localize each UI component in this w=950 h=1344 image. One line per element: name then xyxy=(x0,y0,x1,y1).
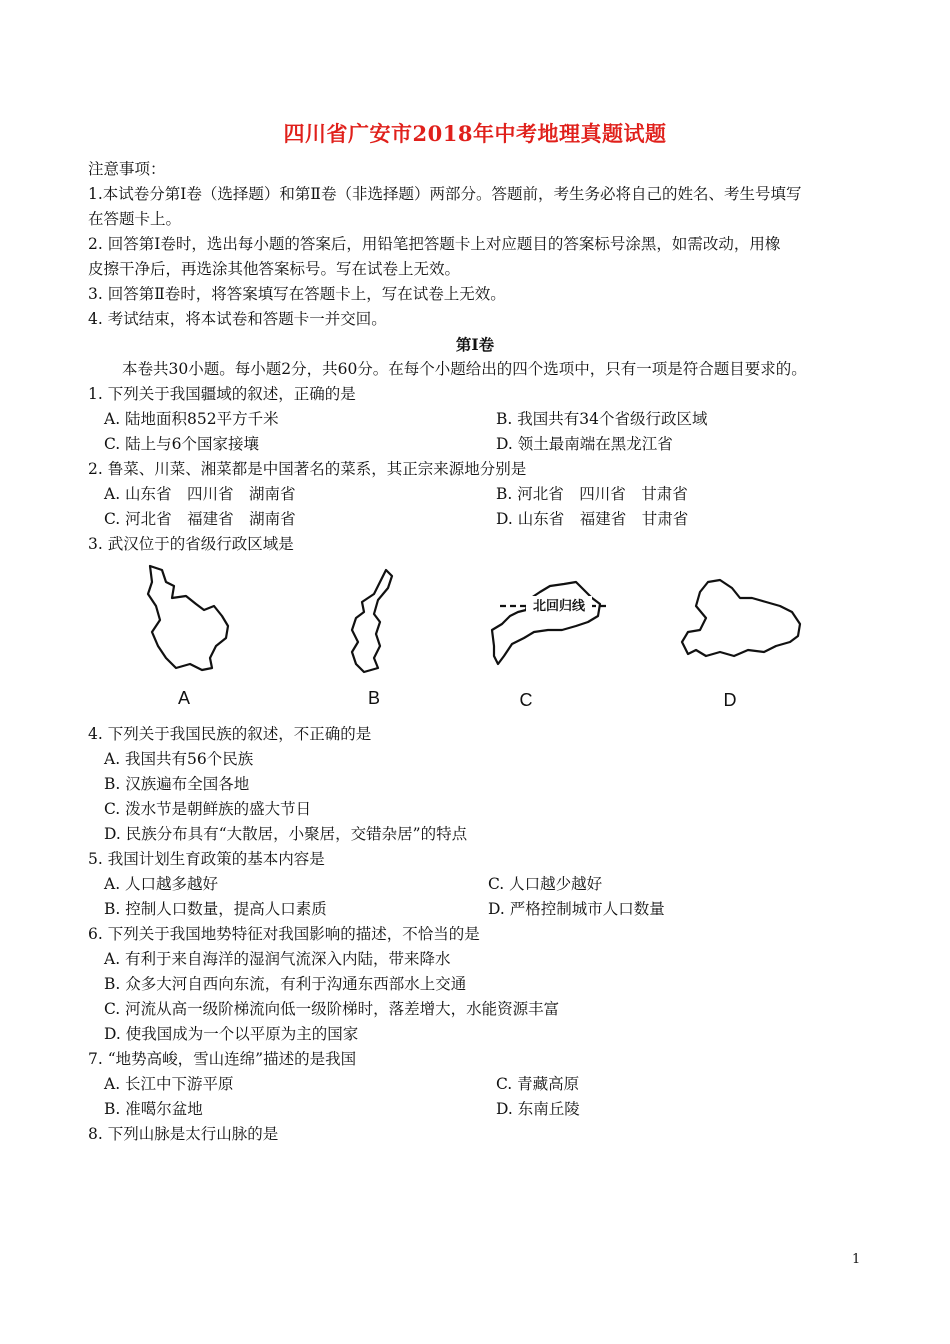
map-a-label: A xyxy=(177,688,191,708)
section-intro: 本卷共30小题。每小题2分，共60分。在每个小题给出的四个选项中，只有一项是符合题目要求的。 xyxy=(122,360,807,378)
q6-option-b: B. 众多大河自西向东流，有利于沟通东西部水上交通 xyxy=(104,975,467,993)
q5-option-a: A. 人口越多越好 xyxy=(104,875,219,893)
q7-stem: 7. “地势高峻，雪山连绵”描述的是我国 xyxy=(88,1050,357,1068)
q1-option-d: D. 领土最南端在黑龙江省 xyxy=(496,435,673,453)
tropic-label: 北回归线 xyxy=(532,599,586,614)
q7-option-b: B. 准噶尔盆地 xyxy=(104,1100,203,1118)
map-d-shape xyxy=(682,580,800,656)
q7-option-a: A. 长江中下游平原 xyxy=(104,1075,234,1093)
notice-item-1-cont: 在答题卡上。 xyxy=(88,210,182,228)
q2-option-a: A. 山东省 四川省 湖南省 xyxy=(104,485,296,503)
map-c-shape xyxy=(492,582,600,664)
map-a-shape xyxy=(148,566,228,670)
q2-stem: 2. 鲁菜、川菜、湘菜都是中国著名的菜系，其正宗来源地分别是 xyxy=(88,460,527,478)
notice-item-4: 4. 考试结束，将本试卷和答题卡一并交回。 xyxy=(88,310,387,328)
q4-option-c: C. 泼水节是朝鲜族的盛大节日 xyxy=(104,800,312,818)
q6-option-c: C. 河流从高一级阶梯流向低一级阶梯时，落差增大，水能资源丰富 xyxy=(104,1000,560,1018)
q6-option-d: D. 使我国成为一个以平原为主的国家 xyxy=(104,1025,359,1043)
map-b-shape xyxy=(352,570,392,672)
notice-item-2: 2. 回答第Ⅰ卷时，选出每小题的答案后，用铅笔把答题卡上对应题目的答案标号涂黑，如需改动，用橡 xyxy=(88,235,781,253)
notice-item-1: 1.本试卷分第Ⅰ卷（选择题）和第Ⅱ卷（非选择题）两部分。答题前，考生务必将自己的姓名、考生号填写 xyxy=(88,185,802,203)
q7-option-d: D. 东南丘陵 xyxy=(496,1100,580,1118)
q2-option-b: B. 河北省 四川省 甘肃省 xyxy=(496,485,688,503)
notice-item-2-cont: 皮擦干净后，再选涂其他答案标号。写在试卷上无效。 xyxy=(88,260,461,278)
q4-stem: 4. 下列关于我国民族的叙述，不正确的是 xyxy=(88,725,372,743)
q1-stem: 1. 下列关于我国疆域的叙述，正确的是 xyxy=(88,385,356,403)
page-title: 四川省广安市2018年中考地理真题试题 xyxy=(283,121,667,146)
page-number: 1 xyxy=(852,1252,861,1267)
q3-stem: 3. 武汉位于的省级行政区域是 xyxy=(88,535,294,553)
notice-item-3: 3. 回答第Ⅱ卷时，将答案填写在答题卡上，写在试卷上无效。 xyxy=(88,285,506,303)
q1-option-c: C. 陆上与6个国家接壤 xyxy=(104,435,260,453)
q5-option-d: D. 严格控制城市人口数量 xyxy=(488,900,665,918)
q5-stem: 5. 我国计划生育政策的基本内容是 xyxy=(88,850,325,868)
province-maps xyxy=(130,560,830,710)
q6-stem: 6. 下列关于我国地势特征对我国影响的描述，不恰当的是 xyxy=(88,925,480,943)
section-title: 第Ⅰ卷 xyxy=(455,335,495,354)
q6-option-a: A. 有利于来自海洋的湿润气流深入内陆，带来降水 xyxy=(104,950,451,968)
q5-option-c: C. 人口越少越好 xyxy=(488,875,603,893)
q2-option-c: C. 河北省 福建省 湖南省 xyxy=(104,510,296,528)
q4-option-d: D. 民族分布具有“大散居，小聚居，交错杂居”的特点 xyxy=(104,825,468,843)
map-b-label: B xyxy=(367,688,381,708)
q1-option-b: B. 我国共有34个省级行政区域 xyxy=(496,410,708,428)
q1-option-a: A. 陆地面积852平方千米 xyxy=(104,410,279,428)
q7-option-c: C. 青藏高原 xyxy=(496,1075,580,1093)
map-c-label: C xyxy=(519,690,533,710)
q2-option-d: D. 山东省 福建省 甘肃省 xyxy=(496,510,689,528)
notice-heading: 注意事项： xyxy=(88,160,166,178)
q8-stem: 8. 下列山脉是太行山脉的是 xyxy=(88,1125,279,1143)
q5-option-b: B. 控制人口数量，提高人口素质 xyxy=(104,900,327,918)
q4-option-b: B. 汉族遍布全国各地 xyxy=(104,775,250,793)
q4-option-a: A. 我国共有56个民族 xyxy=(104,750,254,768)
map-d-label: D xyxy=(723,690,737,710)
